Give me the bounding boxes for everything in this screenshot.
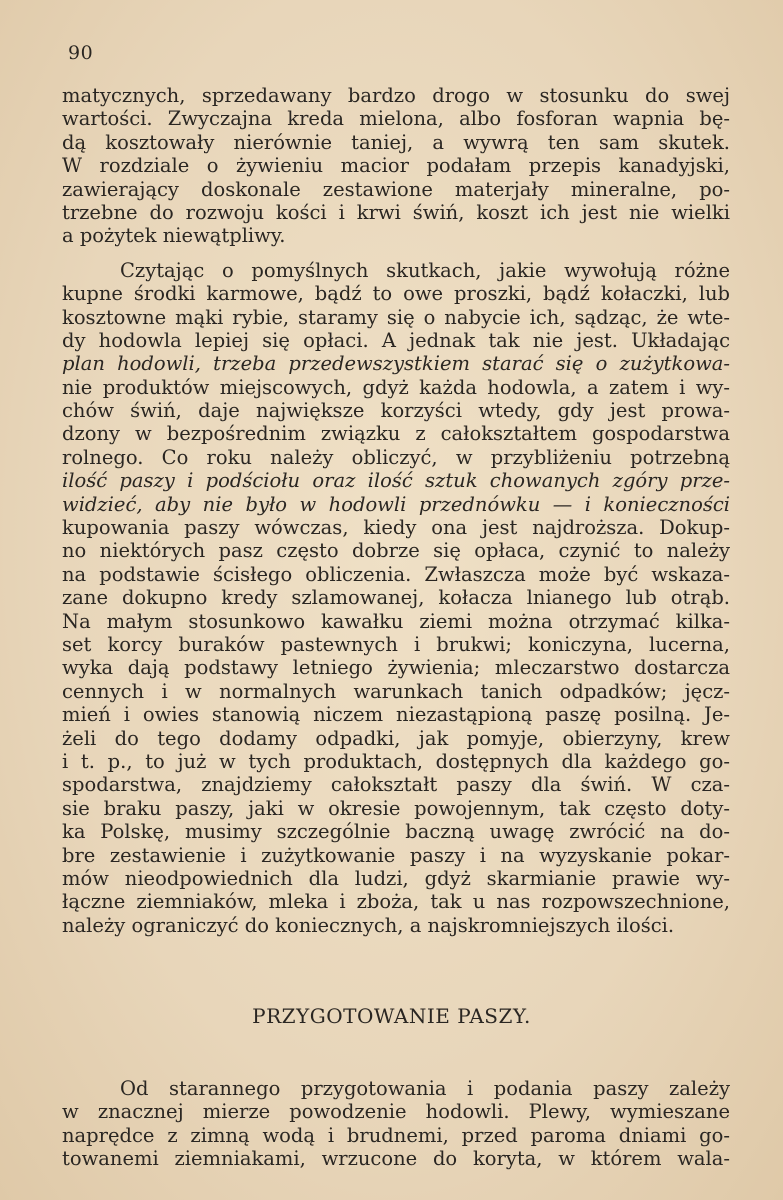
- text-line: w znacznej mierze powodzenie hodowli. Plewy, wymieszane: [62, 1100, 730, 1124]
- text-line: zane dokupno kredy szlamowanej, kołacza lnianego lub otrąb.: [62, 586, 730, 610]
- text-line: żeli do tego dodamy odpadki, jak pomyje, obierzyny, krew: [62, 726, 730, 750]
- text-line: rolnego. Co roku należy obliczyć, w przybliżeniu potrzebną: [62, 445, 730, 469]
- text-line: set korcy buraków pastewnych i brukwi; koniczyna, lucerna,: [62, 632, 730, 656]
- page-number: 90: [68, 42, 94, 64]
- text-line-italic: plan hodowli, trzeba przedewszystkiem starać się o zużytkowa-: [62, 352, 730, 376]
- text-line: spodarstwa, znajdziemy całokształt paszy dla świń. W cza-: [62, 773, 730, 797]
- text-line-italic: widzieć, aby nie było w hodowli przednówku — i konieczności: [62, 492, 730, 516]
- text-line: kupne środki karmowe, bądź to owe proszki, bądź kołaczki, lub: [62, 282, 730, 306]
- text-line: i t. p., to już w tych produktach, dostępnych dla każdego go-: [62, 749, 730, 773]
- text-line: Czytając o pomyślnych skutkach, jakie wywołują różne: [120, 258, 730, 282]
- text-line: mów nieodpowiednich dla ludzi, gdyż skarmianie prawie wy-: [62, 866, 730, 890]
- text-line: cennych i w normalnych warunkach tanich odpadków; jęcz-: [62, 679, 730, 703]
- text-line: Na małym stosunkowo kawałku ziemi można otrzymać kilka-: [62, 609, 730, 633]
- body-text: [62, 84, 730, 937]
- text-line: kosztowne mąki rybie, staramy się o nabycie ich, sądząc, że wte-: [62, 305, 730, 329]
- text-line: dy hodowla lepiej się opłaci. A jednak tak nie jest. Układając: [62, 328, 730, 352]
- text-line: bre zestawienie i zużytkowanie paszy i na wyzyskanie pokar-: [62, 843, 730, 867]
- section-text: [62, 1077, 730, 1171]
- text-line: trzebne do rozwoju kości i krwi świń, koszt ich jest nie wielki: [62, 200, 730, 224]
- text-line: chów świń, daje największe korzyści wtedy, gdy jest prowa-: [62, 399, 730, 423]
- text-line: matycznych, sprzedawany bardzo drogo w stosunku do swej: [62, 84, 730, 107]
- text-line: W rozdziale o żywieniu macior podałam przepis kanadyjski,: [62, 154, 730, 178]
- text-line: Od starannego przygotowania i podania paszy zależy: [120, 1077, 730, 1100]
- text-line: zawierający doskonale zestawione materjały mineralne, po-: [62, 177, 730, 201]
- text-line: wartości. Zwyczajna kreda mielona, albo fosforan wapnia bę-: [62, 107, 730, 131]
- text-line: na podstawie ścisłego obliczenia. Zwłaszcza może być wskaza-: [62, 562, 730, 586]
- text-line-italic: ilość paszy i podściołu oraz ilość sztuk chowanych zgóry prze-: [62, 469, 730, 493]
- text-line: łączne ziemniaków, mleka i zboża, tak u nas rozpowszechnione,: [62, 890, 730, 914]
- text-line: mień i owies stanowią niczem niezastąpioną paszę posilną. Je-: [62, 703, 730, 727]
- text-line: należy ograniczyć do koniecznych, a najskromniejszych ilości.: [62, 913, 675, 937]
- text-line: dą kosztowały nierównie taniej, a wywrą ten sam skutek.: [62, 130, 730, 154]
- text-line: sie braku paszy, jaki w okresie powojennym, tak często doty-: [62, 796, 730, 820]
- text-line: naprędce z zimną wodą i brudnemi, przed paroma dniami go-: [62, 1123, 730, 1147]
- text-line: nie produktów miejscowych, gdyż każda hodowla, a zatem i wy-: [62, 375, 730, 399]
- text-line: towanemi ziemniakami, wrzucone do koryta, w którem wala-: [62, 1147, 730, 1171]
- section-heading: PRZYGOTOWANIE PASZY.: [252, 1004, 531, 1028]
- text-line: dzony w bezpośrednim związku z całokształtem gospodarstwa: [62, 422, 730, 446]
- text-line: ka Polskę, musimy szczególnie baczną uwagę zwrócić na do-: [62, 820, 730, 844]
- text-line: kupowania paszy wówczas, kiedy ona jest najdroższa. Dokup-: [62, 516, 730, 540]
- text-line: no niektórych pasz często dobrze się opłaca, czynić to należy: [62, 539, 730, 563]
- text-line: wyka dają podstawy letniego żywienia; mleczarstwo dostarcza: [62, 656, 730, 680]
- text-line: a pożytek niewątpliwy.: [62, 224, 286, 248]
